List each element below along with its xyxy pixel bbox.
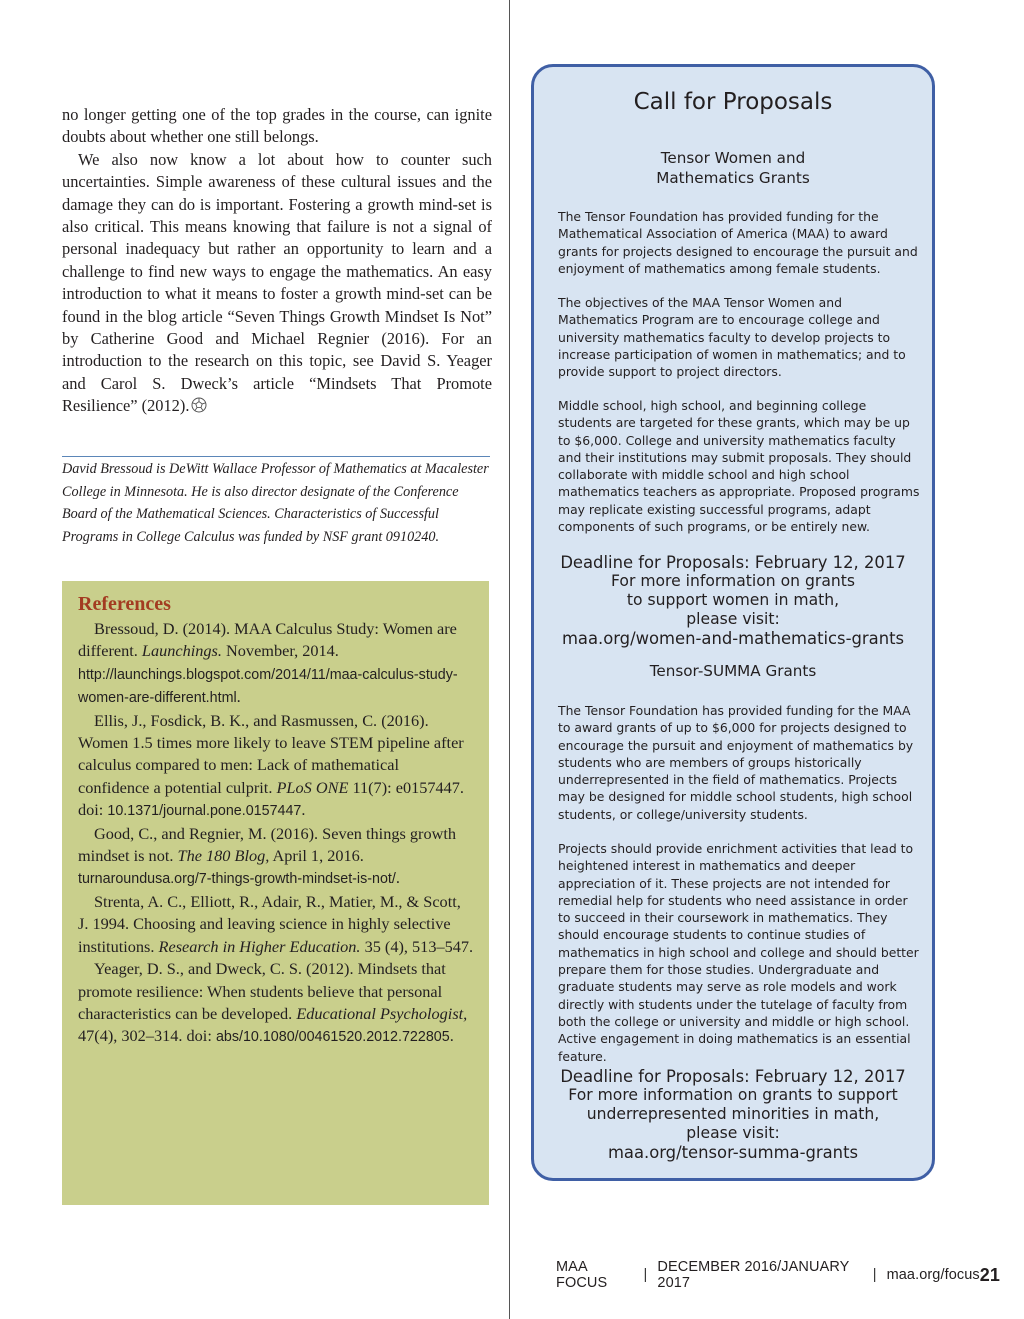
tensor-women-deadline-block — [534, 553, 932, 648]
tensor-women-paragraph: Middle school, high school, and beginning college students are targeted for these grants, which may be up to $6,000. College and university mathematics faculty and their institutions may submit proposals. They should collaborate with middle school and high school mathematics teachers as appropriate. Proposed programs may replicate existing successful programs, adapt components of such programs, or be entirely new. — [558, 398, 920, 535]
footer-separator: | — [643, 1267, 648, 1283]
page-footer — [556, 1259, 1000, 1291]
references-title: References — [78, 593, 171, 615]
deadline-text: Deadline for Proposals: February 12, 2017 — [560, 1067, 906, 1086]
article-paragraph: no longer getting one of the top grades in the course, can ignite doubts about whether one still belongs. — [62, 105, 492, 147]
issue-date: DECEMBER 2016/JANUARY 2017 — [657, 1259, 850, 1291]
footer-separator: | — [872, 1267, 877, 1283]
publication-name: MAA FOCUS — [556, 1259, 608, 1291]
reference-item: Bressoud, D. (2014). MAA Calculus Study: Women are different. Launchings. November, 2014. http://launchings.blogspot.com/2014/11/maa-calculus-study-women-are-different.html. — [78, 619, 458, 707]
tensor-summa-paragraph: Projects should provide enrichment activities that lead to heightened interest in mathematics and deeper appreciation of it. These projects are not intended for remedial help for students who need assistance in order to succeed in their coursework in mathematics. They should encourage students to continue studies of mathematics in high school and college and should better prepare them for those studies. Undergraduate and graduate students may serve as role models and work directly with students under the tutelage of faculty from both the college or university and middle or high school. Active engagement in doing mathematics is an essential feature. — [558, 841, 919, 1064]
site-link[interactable]: maa.org/focus — [886, 1267, 980, 1283]
grants-url-link[interactable]: maa.org/tensor-summa-grants — [607, 1143, 859, 1162]
author-bio: David Bressoud is DeWitt Wallace Professor of Mathematics at Macalester College in Minnesota. He is also director designate of the Conference Board of the Mathematical Sciences. Characteristics of Successful Programs in College Calculus was funded by NSF grant 0910240. — [62, 461, 489, 545]
reference-link[interactable]: turnaroundusa.org/7-things-growth-mindset-is-not/ — [78, 871, 396, 888]
references-box — [62, 581, 489, 1205]
call-for-proposals-panel — [531, 64, 935, 1181]
grants-url-link[interactable]: maa.org/women-and-mathematics-grants — [561, 629, 905, 648]
reference-item: Ellis, J., Fosdick, B. K., and Rasmussen, C. (2016). Women 1.5 times more likely to leave STEM pipeline after calculus compared to men: Lack of mathematical confidence a potential culprit. PLoS ONE 11(7): e0157447. doi: 10.1371/journal.pone.0157447. — [78, 710, 464, 820]
more-info-text: For more information on grants to support underrepresented minorities in math, please visit: — [568, 1086, 898, 1142]
more-info-text: For more information on grants to support women in math, please visit: — [611, 572, 855, 628]
tensor-women-heading: Tensor Women and Mathematics Grants — [656, 149, 810, 187]
reference-item: Good, C., and Regnier, M. (2016). Seven things growth mindset is not. The 180 Blog, April 1, 2016. turnaroundusa.org/7-things-growth-mindset-is-not/. — [78, 823, 457, 888]
article-body — [62, 104, 492, 418]
deadline-text: Deadline for Proposals: February 12, 2017 — [560, 553, 906, 572]
reference-link[interactable]: http://launchings.blogspot.com/2014/11/maa-calculus-study-women-are-different.html — [78, 666, 458, 707]
tensor-summa-deadline-block — [534, 1067, 932, 1162]
reference-item: Strenta, A. C., Elliott, R., Adair, R., Matier, M., & Scott, J. 1994. Choosing and leaving science in highly selective institutions. Research in Higher Education. 35 (4), 513–547. — [78, 891, 474, 956]
tensor-women-paragraph: The Tensor Foundation has provided funding for the Mathematical Association of America (MAA) to award grants for projects designed to encourage the pursuit and enjoyment of mathematics among female students. — [558, 209, 918, 276]
soccer-ball-icon — [191, 397, 207, 413]
reference-item: Yeager, D. S., and Dweck, C. S. (2012). Mindsets that promote resilience: When students believe that personal characteristics can be developed. Educational Psychologist, 47(4), 302–314. doi: abs/10.1080/00461520.2012.722805. — [78, 959, 468, 1046]
page-number: 21 — [979, 1264, 1000, 1285]
tensor-summa-paragraph: The Tensor Foundation has provided funding for the MAA to award grants of up to $6,000 for projects designed to encourage the pursuit and enjoyment of mathematics by students who are members of groups historically underrepresented in the field of mathematics. Projects may be designed for middle school students, high school students, or college/university students. — [558, 703, 914, 822]
column-divider — [509, 0, 510, 1319]
tensor-summa-heading: Tensor-SUMMA Grants — [649, 662, 817, 680]
reference-link[interactable]: abs/10.1080/00461520.2012.722805 — [215, 1029, 450, 1046]
references-list — [78, 618, 474, 1049]
cfp-title: Call for Proposals — [633, 89, 833, 115]
reference-link[interactable]: 10.1371/journal.pone.0157447 — [107, 803, 302, 820]
article-paragraph: We also now know a lot about how to counter such uncertainties. Simple awareness of these cultural issues and the damage they can do is important. Fostering a growth mind-set is also critical. This means knowing that failure is not a signal of personal inadequacy but rather an opportunity to learn and a challenge to find new ways to engage the mathematics. An easy introduction to what it means to foster a growth mind-set can be found in the blog article “Seven Things Growth Mindset Is Not” by Catherine Good and Michael Regnier (2016). For an introduction to the research on this topic, see David S. Yeager and Carol S. Dweck’s article “Mindsets That Promote Resilience” (2012). — [62, 149, 492, 416]
bio-divider — [62, 456, 490, 457]
tensor-women-paragraph: The objectives of the MAA Tensor Women and Mathematics Program are to encourage college and university mathematics faculty to develop projects to increase participation of women in mathematics; and to provide support to project directors. — [558, 295, 906, 380]
